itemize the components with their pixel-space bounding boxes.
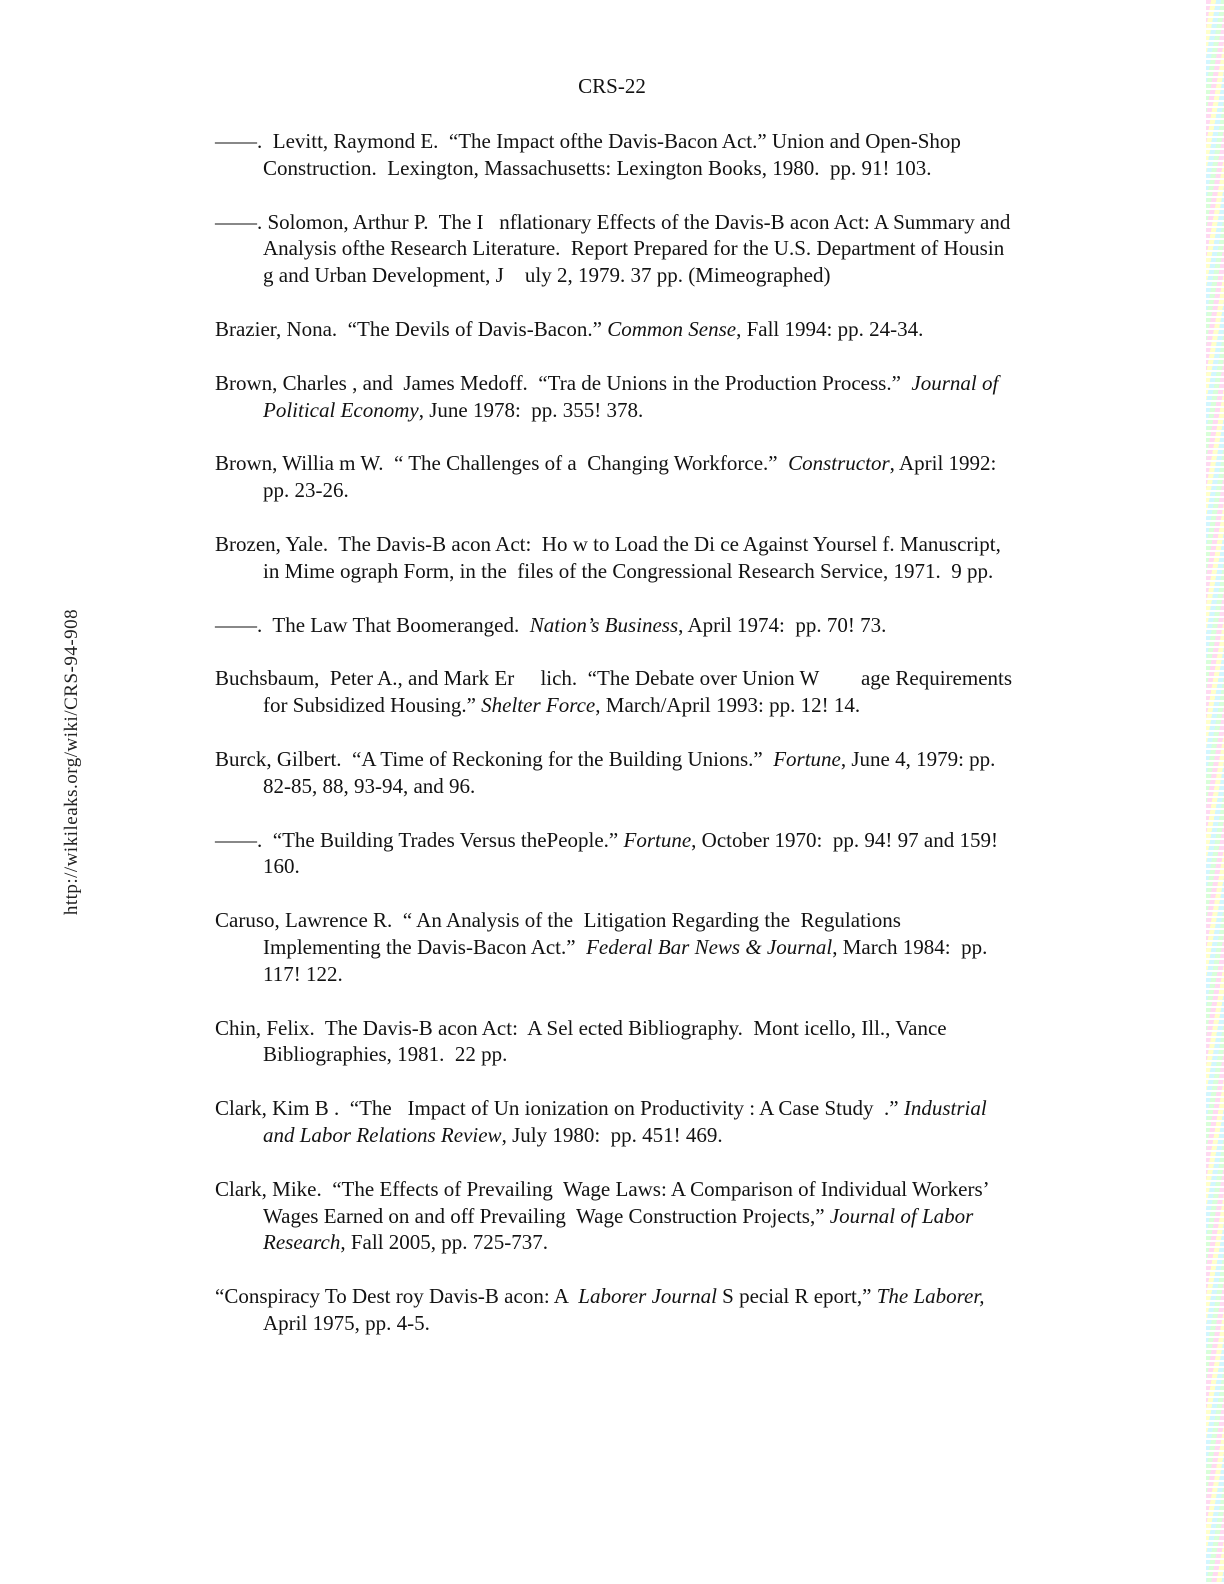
bibliography-entry <box>215 128 1015 182</box>
journal-title: Fortune <box>773 746 841 771</box>
entry-text: Brown, Willia m W. “ The Challenges of a Changing Workforce.” <box>215 451 789 476</box>
entry-text: , March/April 1993: pp. 12! 14. <box>595 693 861 718</box>
bibliography-entry <box>215 531 1015 585</box>
bibliography-entry <box>215 665 1018 719</box>
entry-text: Brazier, Nona. “The Devils of Davis-Bacon.” <box>215 316 608 341</box>
journal-title: Fortune <box>623 827 692 852</box>
entry-text: ——. The Law That Boomeranged. <box>215 612 530 637</box>
entry-text: , June 1978: pp. 355! 378. <box>418 397 644 422</box>
entry-text: S pecial R eport,” <box>716 1284 877 1309</box>
bibliography-entry <box>215 827 1015 881</box>
journal-title: Federal Bar News & Journal <box>586 934 833 959</box>
entry-text: , March 1984: pp. 117! 122. <box>263 934 993 986</box>
bibliography-entry <box>215 370 1015 424</box>
entry-text: Clark, Mike. “The Effects of Prevailing Wage Laws: A Comparison of Individual Workers’ Wages Earned on and off Prevailing Wage Construction Projects,” <box>215 1176 993 1228</box>
wikileaks-url-watermark: http://wikileaks.org/wiki/CRS-94-908 <box>61 608 82 916</box>
journal-title: Journal of Political Economy <box>263 370 1004 422</box>
entry-text: Buchsbaum, Peter A., and Mark Er lich. “The Debate over Union W age Requirements for Subsidized Housing.” <box>215 666 1018 718</box>
bibliography-entry <box>215 1283 1015 1337</box>
journal-title: Shelter Force <box>481 693 596 718</box>
entry-text: “Conspiracy To Dest roy Davis-B acon: A <box>215 1284 579 1309</box>
journal-title: Nation’s Business <box>529 612 679 637</box>
bibliography-entry <box>215 316 1015 343</box>
journal-title: Journal of Labor Research <box>263 1203 979 1255</box>
journal-title: Common Sense <box>607 316 737 341</box>
journal-title: Laborer Journal <box>578 1284 717 1309</box>
entry-text: , Fall 1994: pp. 24-34. <box>736 316 924 341</box>
entry-text: ——. Solomon, Arthur P. The I nflationary Effects of the Davis-B acon Act: A Summary and Analysis ofthe Research Literature. Report Prepared for the U.S. Department of Housin g and Urban Development, J uly 2, 1979. 37 pp. (Mimeographed) <box>215 209 1015 288</box>
entry-text: Burck, Gilbert. “A Time of Reckoning for the Building Unions.” <box>215 746 774 771</box>
entry-text: Chin, Felix. The Davis-B acon Act: A Sel ected Bibliography. Mont icello, Ill., Vance Bibliographies, 1981. 22 pp. <box>215 1015 952 1067</box>
bibliography-entry <box>215 209 1015 289</box>
entry-text: ——. Levitt, Raymond E. “The Impact ofthe Davis-Bacon Act.” Union and Open-Shop Construction. Lexington, Massachusetts: Lexington Books, 1980. pp. 91! 103. <box>215 129 967 180</box>
entry-text: Brown, Charles , and James Medoff. “Tra de Unions in the Production Process.” <box>215 370 912 395</box>
bibliography-entry <box>215 907 1015 987</box>
journal-title: Constructor <box>788 451 890 476</box>
bibliography-entry <box>215 1176 1015 1256</box>
scan-edge-color-artifact <box>1206 0 1224 1584</box>
entry-text: , April 1974: pp. 70! 73. <box>678 612 887 637</box>
entry-text: Caruso, Lawrence R. “ An Analysis of the Litigation Regarding the Regulations Implementing the Davis-Bacon Act.” <box>215 908 907 959</box>
entry-text: ——. “The Building Trades Versus thePeople.” <box>215 827 624 852</box>
bibliography-entry <box>215 612 1015 639</box>
entry-text: , October 1970: pp. 94! 97 and 159! 160. <box>263 827 1004 879</box>
entry-text: , July 1980: pp. 451! 469. <box>501 1122 723 1147</box>
page-number-header: CRS-22 <box>578 74 646 98</box>
entry-text: , June 4, 1979: pp. 82-85, 88, 93-94, and 96. <box>263 746 1001 798</box>
journal-title: The Laborer, <box>876 1284 985 1309</box>
entry-text: April 1975, pp. 4-5. <box>263 1284 989 1335</box>
bibliography-entry <box>215 1095 1015 1149</box>
bibliography-entry <box>215 746 1015 800</box>
bibliography-entry <box>215 1015 1015 1069</box>
entry-text: Brozen, Yale. The Davis-B acon Act: Ho w to Load the Di ce Against Yoursel f. Manuscript, in Mime ograph Form, in the files of the Congressional Research Service, 1971. 9 pp. <box>215 531 1007 583</box>
bibliography-entry <box>215 450 1015 504</box>
entry-text: , Fall 2005, pp. 725-737. <box>340 1230 549 1255</box>
journal-title: Industrial and Labor Relations Review <box>263 1096 992 1147</box>
entry-text: Clark, Kim B . “The Impact of Un ionization on Productivity : A Case Study .” <box>215 1096 904 1121</box>
entry-text: , April 1992: pp. 23-26. <box>263 451 1007 503</box>
bibliography-list <box>215 128 1018 1364</box>
